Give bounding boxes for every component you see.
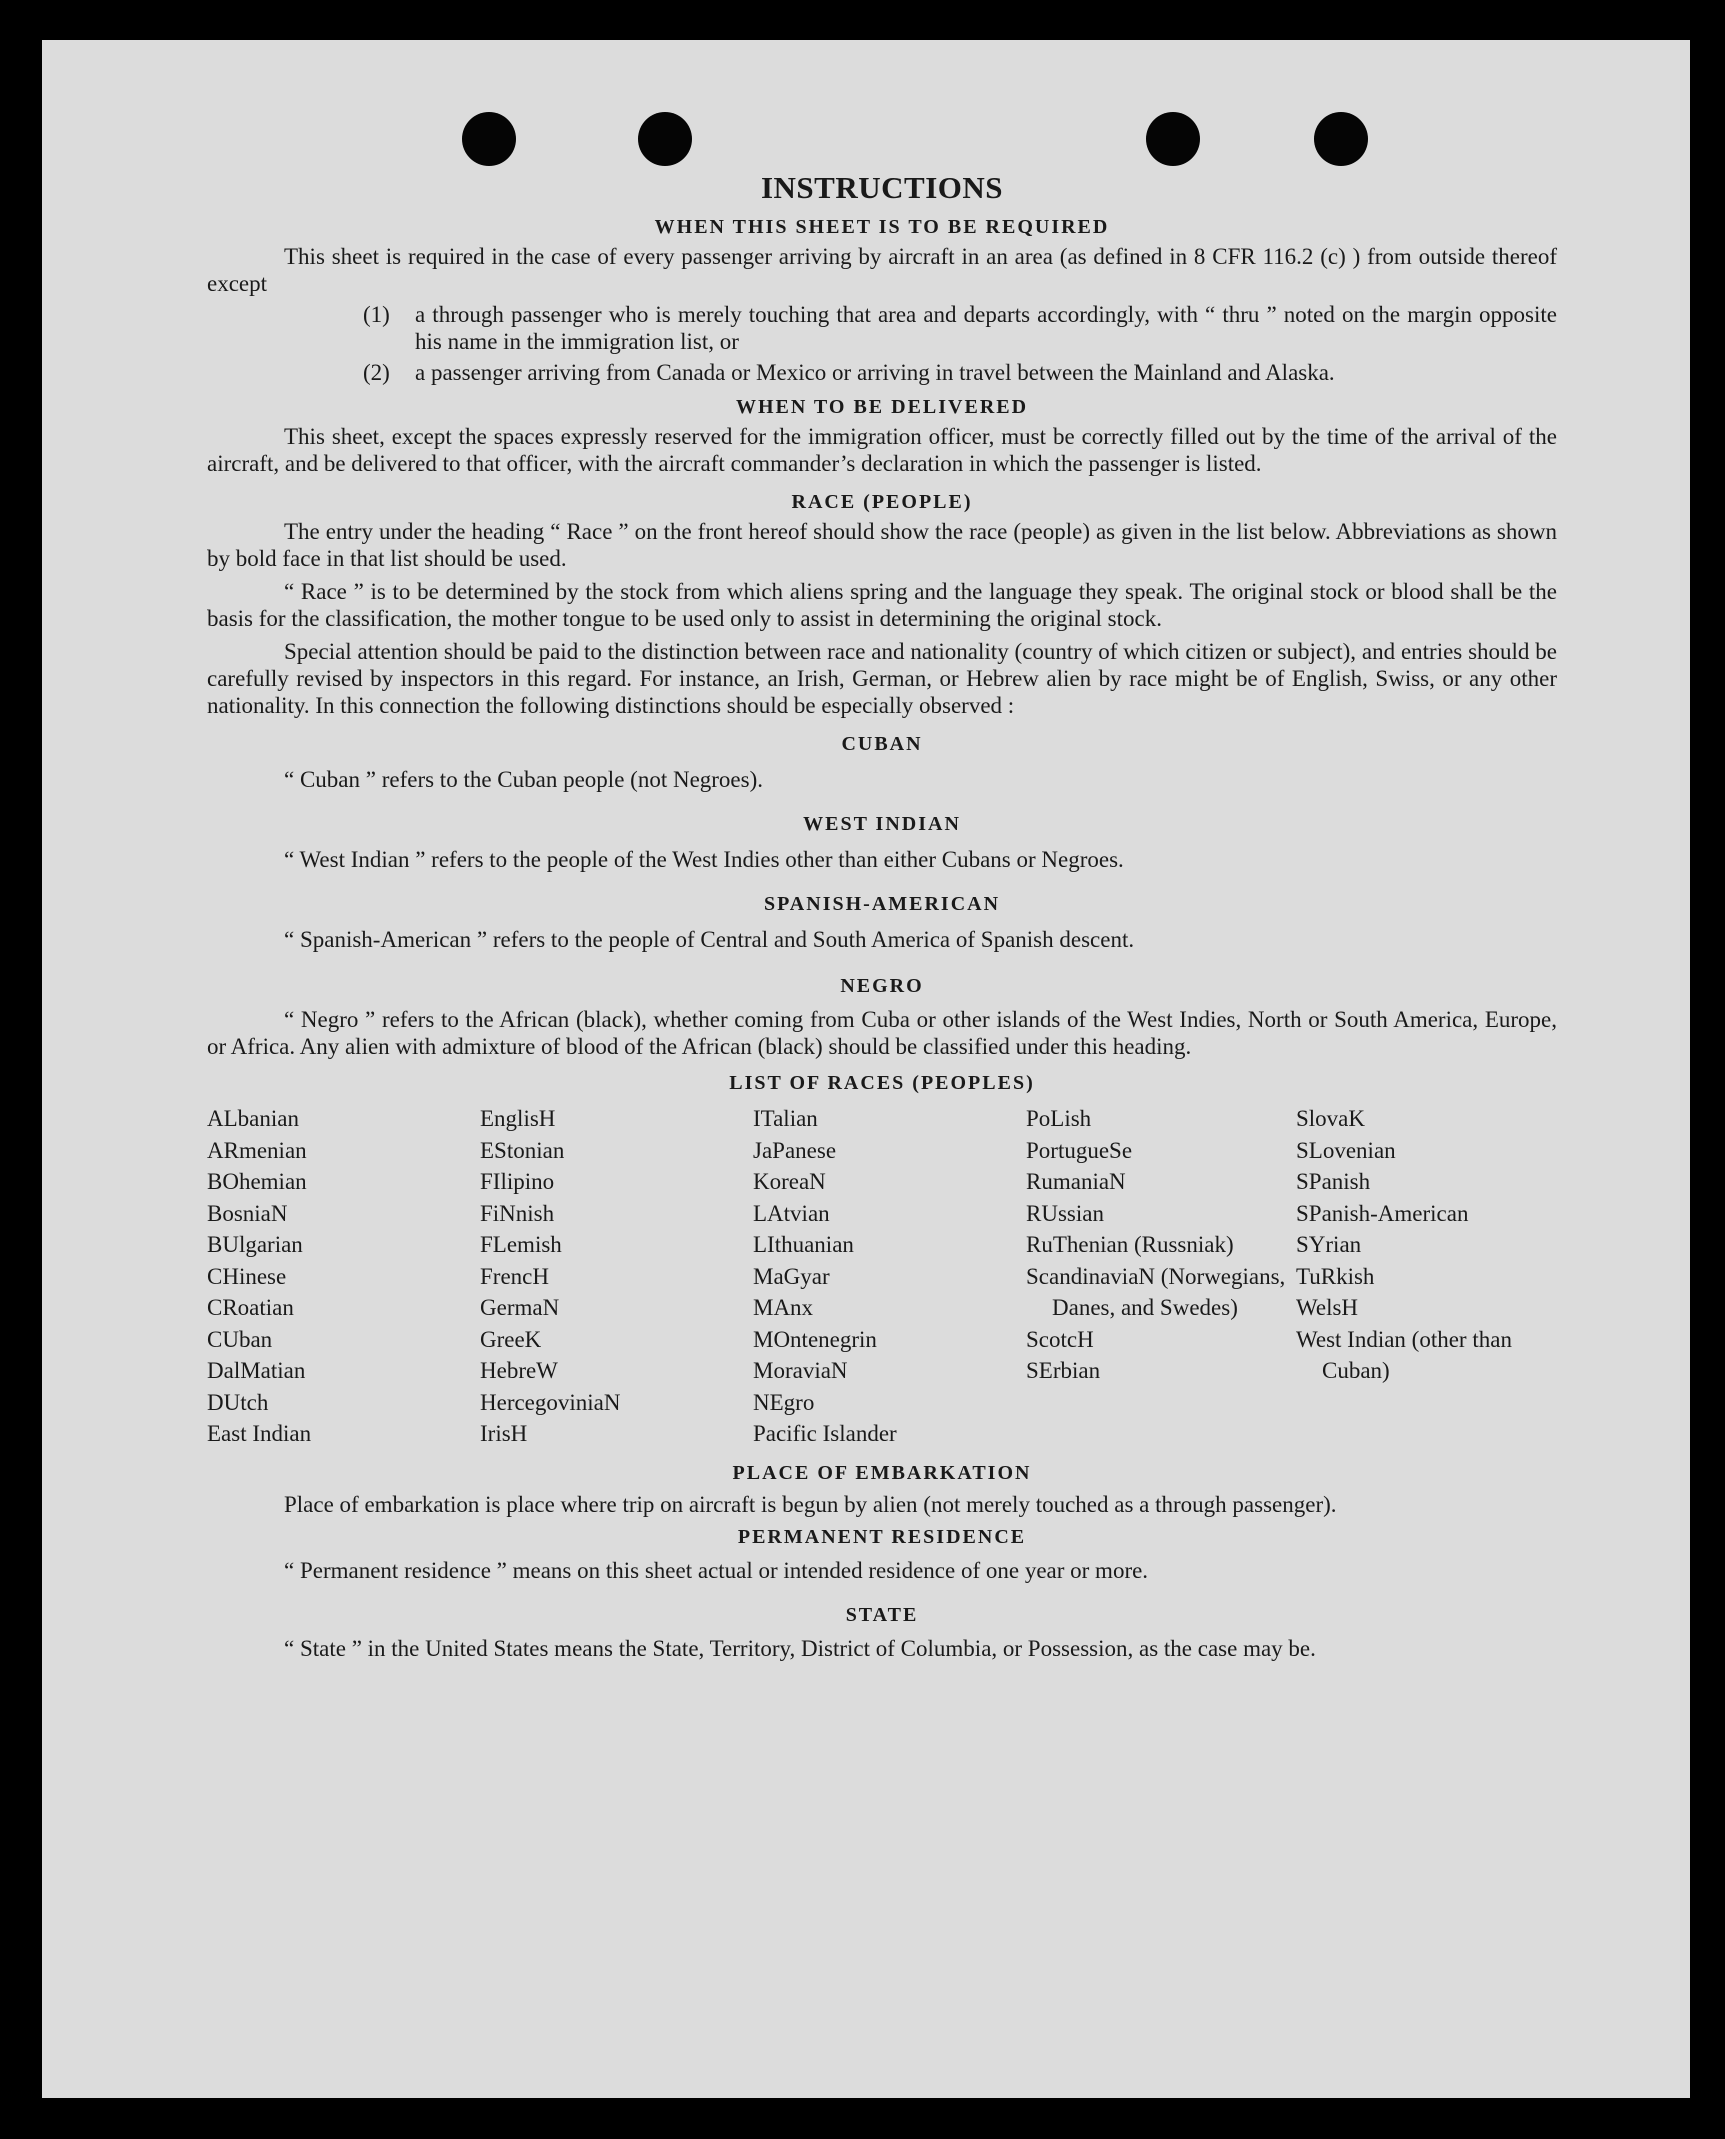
instructions-body	[207, 170, 1557, 1662]
race-entry: SErbian	[1026, 1358, 1101, 1383]
race-entry: TuRkish	[1296, 1263, 1375, 1289]
race-entry: GermaN	[480, 1295, 560, 1320]
race-entry: FrencH	[480, 1263, 549, 1289]
race-entry: FLemish	[480, 1232, 562, 1257]
races-column	[1296, 1103, 1557, 1450]
when-required-intro: This sheet is required in the case of every passenger arriving by aircraft in an area (as defined in 8 CFR 116.2 (c) ) from outside thereof except	[207, 244, 1557, 296]
race-entry: CRoatian	[207, 1295, 294, 1320]
page-title: INSTRUCTIONS	[760, 170, 1003, 205]
spanish-american-text: “ Spanish-American ” refers to the people of Central and South America of Spanish descent.	[284, 927, 1135, 952]
race-entry: HebreW	[480, 1358, 558, 1383]
race-entry: ITalian	[753, 1106, 818, 1131]
west-indian-text: “ West Indian ” refers to the people of the West Indies other than either Cubans or Negroes.	[284, 847, 1124, 872]
race-entry: SlovaK	[1296, 1106, 1365, 1131]
races-list	[207, 1103, 1557, 1450]
state-text: “ State ” in the United States means the State, Territory, District of Columbia, or Possession, as the case may be.	[284, 1635, 1316, 1661]
when-delivered-text: This sheet, except the spaces expressly reserved for the immigration officer, must be correctly filled out by the time of the arrival of the aircraft, and be delivered to that officer, with the aircraft commander’s declaration in which the passenger is listed.	[207, 424, 1557, 476]
race-entry: RuThenian (Russniak)	[1026, 1232, 1234, 1257]
heading-spanish-american: SPANISH-AMERICAN	[763, 893, 1001, 915]
race-paragraph-1: The entry under the heading “ Race ” on the front hereof should show the race (people) as given in the list below. Abbreviations as shown by bold face in that list should be used.	[207, 519, 1557, 571]
heading-state: STATE	[845, 1603, 919, 1626]
item-text: a passenger arriving from Canada or Mexico or arriving in travel between the Mainland and Alaska.	[415, 360, 1335, 385]
item-number: (2)	[363, 360, 390, 385]
embarkation-text: Place of embarkation is place where trip on aircraft is begun by alien (not merely touched as a through passenger).	[284, 1491, 1337, 1517]
heading-negro: NEGRO	[840, 975, 924, 997]
race-entry: MaGyar	[753, 1263, 830, 1289]
race-entry: Pacific Islander	[753, 1421, 897, 1446]
punch-hole	[1146, 112, 1200, 166]
race-entry: DalMatian	[207, 1358, 306, 1383]
race-entry: SYrian	[1296, 1232, 1362, 1257]
race-entry: EStonian	[480, 1137, 565, 1163]
race-entry: ScandinaviaN (Norwegians, Danes, and Swedes)	[1026, 1263, 1286, 1320]
race-entry: BUlgarian	[207, 1232, 303, 1257]
cuban-text: “ Cuban ” refers to the Cuban people (not Negroes).	[284, 767, 764, 792]
race-entry: HercegoviniaN	[480, 1389, 621, 1415]
residence-text: “ Permanent residence ” means on this sheet actual or intended residence of one year or more.	[284, 1557, 1149, 1583]
race-paragraph-3: Special attention should be paid to the distinction between race and nationality (country of which citizen or subject), and entries should be carefully revised by inspectors in this regard. For instance, an Irish, German, or Hebrew alien by race might be of English, Swiss, or any other nationality. In this connection the following distinctions should be especially observed :	[207, 639, 1557, 718]
exception-item	[363, 359, 1557, 386]
punch-hole	[462, 112, 516, 166]
race-entry: NEgro	[753, 1389, 815, 1415]
heading-race: RACE (PEOPLE)	[791, 491, 973, 513]
races-column	[753, 1103, 1026, 1450]
heading-embarkation: PLACE OF EMBARKATION	[732, 1461, 1032, 1484]
race-entry: DUtch	[207, 1389, 269, 1415]
race-entry: GreeK	[480, 1326, 542, 1352]
race-entry: West Indian (other than Cuban)	[1296, 1326, 1512, 1383]
heading-residence: PERMANENT RESIDENCE	[737, 1525, 1027, 1548]
race-entry: East Indian	[207, 1421, 312, 1446]
race-entry: WelsH	[1296, 1295, 1359, 1320]
race-entry: KoreaN	[753, 1169, 826, 1194]
race-entry: CUban	[207, 1326, 273, 1352]
races-column	[480, 1103, 753, 1450]
races-column	[207, 1103, 480, 1450]
race-entry: CHinese	[207, 1263, 287, 1289]
race-entry: SLovenian	[1296, 1137, 1396, 1163]
race-entry: SPanish-American	[1296, 1200, 1469, 1226]
race-entry: SPanish	[1296, 1169, 1371, 1194]
race-entry: ARmenian	[207, 1137, 307, 1163]
race-entry: FiNnish	[480, 1200, 555, 1226]
punch-hole	[638, 112, 692, 166]
exception-item	[363, 301, 1557, 355]
heading-west-indian: WEST INDIAN	[803, 813, 961, 835]
race-entry: MAnx	[753, 1295, 814, 1320]
race-entry: ScotcH	[1026, 1326, 1094, 1352]
races-column	[1026, 1103, 1296, 1450]
heading-when-delivered: WHEN TO BE DELIVERED	[735, 396, 1029, 418]
race-entry: IrisH	[480, 1421, 528, 1446]
punch-hole	[1314, 112, 1368, 166]
heading-list-of-races: LIST OF RACES (PEOPLES)	[729, 1072, 1035, 1094]
race-entry: RumaniaN	[1026, 1169, 1126, 1194]
race-paragraph-2: “ Race ” is to be determined by the stock from which aliens spring and the language they speak. The original stock or blood shall be the basis for the classification, the mother tongue to be used only to assist in determining the original stock.	[207, 579, 1557, 631]
race-entry: RUssian	[1026, 1200, 1104, 1226]
heading-cuban: CUBAN	[841, 733, 923, 755]
race-entry: MOntenegrin	[753, 1326, 877, 1352]
race-entry: LAtvian	[753, 1200, 830, 1226]
race-entry: BosniaN	[207, 1200, 288, 1226]
item-text: a through passenger who is merely touching that area and departs accordingly, with “ thru ” noted on the margin opposite his name in the immigration list, or	[415, 302, 1557, 354]
race-entry: FIlipino	[480, 1169, 555, 1194]
item-number: (1)	[363, 302, 390, 327]
race-entry: PortugueSe	[1026, 1137, 1133, 1163]
race-entry: MoraviaN	[753, 1358, 848, 1383]
document-page	[42, 40, 1690, 2098]
heading-when-required: WHEN THIS SHEET IS TO BE REQUIRED	[654, 216, 1110, 238]
race-entry: PoLish	[1026, 1106, 1092, 1131]
race-entry: BOhemian	[207, 1169, 307, 1194]
race-entry: EnglisH	[480, 1106, 556, 1131]
race-entry: ALbanian	[207, 1106, 299, 1131]
race-entry: JaPanese	[753, 1137, 837, 1163]
negro-text: “ Negro ” refers to the African (black), whether coming from Cuba or other islands of the West Indies, North or South America, Europe, or Africa. Any alien with admixture of blood of the African (black) should be classified under this heading.	[207, 1007, 1557, 1059]
race-entry: LIthuanian	[753, 1232, 854, 1257]
